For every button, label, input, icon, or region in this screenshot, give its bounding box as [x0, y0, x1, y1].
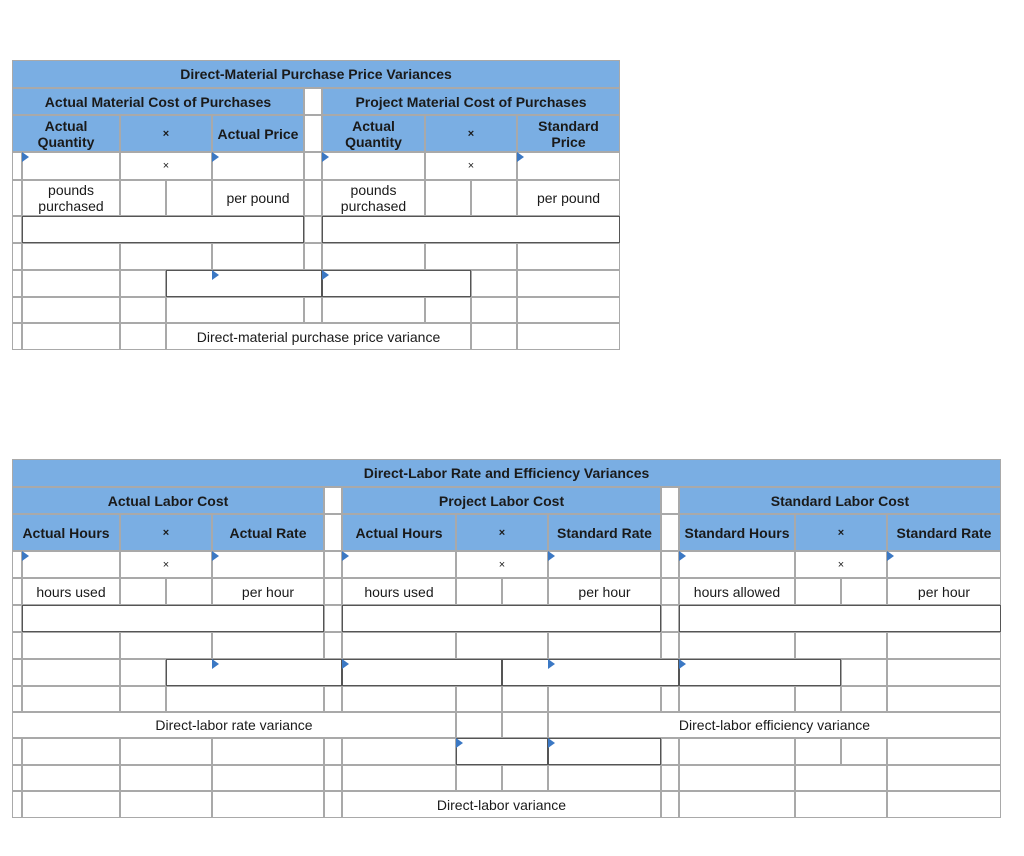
efficiency-variance-input[interactable]	[502, 659, 679, 686]
labor-middle-header: Project Labor Cost	[342, 487, 661, 514]
per-hour-label-2: per hour	[548, 578, 661, 605]
blank-cell	[841, 578, 887, 605]
blank-cell	[120, 791, 212, 818]
material-gap-col	[304, 115, 322, 152]
blank-cell	[22, 323, 120, 350]
dropdown-indicator-icon	[322, 270, 329, 280]
col-standard-hours: Standard Hours	[679, 514, 795, 551]
total-labor-variance-label: Direct-labor variance	[342, 791, 661, 818]
blank-cell	[120, 297, 166, 323]
blank-cell	[679, 765, 795, 791]
blank-cell	[517, 323, 620, 350]
dropdown-indicator-icon	[548, 659, 555, 669]
row-gutter	[12, 216, 22, 243]
blank-cell	[22, 738, 120, 765]
actual-cost-total-input[interactable]	[22, 216, 304, 243]
times-sign-2: ×	[456, 551, 548, 578]
times-header-3: ×	[795, 514, 887, 551]
dropdown-indicator-icon	[322, 152, 329, 162]
col-standard-price: Standard Price	[517, 115, 620, 152]
blank-cell	[120, 323, 166, 350]
blank-cell	[471, 323, 517, 350]
blank-cell	[517, 297, 620, 323]
blank-cell	[456, 578, 502, 605]
dropdown-indicator-icon	[548, 738, 555, 748]
project-cost-total-input[interactable]	[322, 216, 620, 243]
dropdown-indicator-icon	[342, 659, 349, 669]
standard-price-input[interactable]	[517, 152, 620, 180]
gap-cell	[324, 686, 342, 712]
gap-cell	[661, 632, 679, 659]
row-gutter	[12, 152, 22, 180]
dropdown-indicator-icon	[212, 659, 219, 669]
dropdown-indicator-icon	[212, 270, 219, 280]
efficiency-variance-type-select[interactable]	[679, 659, 841, 686]
gap-cell	[661, 686, 679, 712]
blank-cell	[795, 686, 841, 712]
gap-cell	[661, 791, 679, 818]
dropdown-indicator-icon	[212, 551, 219, 561]
blank-cell	[679, 632, 795, 659]
rate-variance-input[interactable]	[166, 659, 342, 686]
blank-cell	[342, 632, 456, 659]
blank-cell	[456, 686, 502, 712]
col-actual-quantity: Actual Quantity	[12, 115, 120, 152]
standard-labor-cost-total-input[interactable]	[679, 605, 1001, 632]
col-standard-rate: Standard Rate	[548, 514, 661, 551]
hours-allowed-label: hours allowed	[679, 578, 795, 605]
blank-cell	[212, 243, 304, 270]
blank-cell	[120, 578, 166, 605]
rate-variance-label: Direct-labor rate variance	[12, 712, 456, 738]
material-variance-table	[12, 60, 620, 350]
gap-cell	[304, 152, 322, 180]
blank-cell	[795, 738, 841, 765]
row-gutter	[12, 551, 22, 578]
row-gutter	[12, 659, 22, 686]
row-gutter	[12, 243, 22, 270]
standard-hours-input[interactable]	[679, 551, 795, 578]
blank-cell	[548, 765, 661, 791]
gap-cell	[661, 578, 679, 605]
gap-cell	[304, 216, 322, 243]
gap-cell	[661, 765, 679, 791]
blank-cell	[502, 765, 548, 791]
total-labor-variance-type-select[interactable]	[548, 738, 661, 765]
blank-cell	[166, 180, 212, 216]
labor-left-header: Actual Labor Cost	[12, 487, 324, 514]
row-gutter	[12, 180, 22, 216]
blank-cell	[425, 180, 471, 216]
blank-cell	[795, 791, 887, 818]
total-labor-variance-input[interactable]	[456, 738, 548, 765]
dropdown-indicator-icon	[548, 551, 555, 561]
pounds-purchased-label-2: pounds purchased	[322, 180, 425, 216]
gap-cell	[304, 243, 322, 270]
times-header-2: ×	[456, 514, 548, 551]
col-actual-price: Actual Price	[212, 115, 304, 152]
row-gutter	[12, 686, 22, 712]
material-gap-header	[304, 88, 322, 115]
blank-cell	[342, 738, 456, 765]
actual-rate-input[interactable]	[212, 551, 324, 578]
dropdown-indicator-icon	[679, 551, 686, 561]
blank-cell	[887, 686, 1001, 712]
blank-cell	[212, 632, 324, 659]
efficiency-variance-label: Direct-labor efficiency variance	[548, 712, 1001, 738]
dropdown-indicator-icon	[517, 152, 524, 162]
blank-cell	[120, 243, 212, 270]
material-left-header: Actual Material Cost of Purchases	[12, 88, 304, 115]
blank-cell	[22, 686, 120, 712]
blank-cell	[22, 659, 120, 686]
project-labor-cost-total-input[interactable]	[342, 605, 661, 632]
dropdown-indicator-icon	[22, 551, 29, 561]
gap-cell	[304, 180, 322, 216]
blank-cell	[212, 738, 324, 765]
labor-gap-col	[324, 514, 342, 551]
blank-cell	[22, 297, 120, 323]
blank-cell	[22, 632, 120, 659]
actual-hours-input[interactable]	[22, 551, 120, 578]
blank-cell	[120, 270, 166, 297]
col-actual-hours: Actual Hours	[12, 514, 120, 551]
gap-cell	[304, 297, 322, 323]
blank-cell	[887, 632, 1001, 659]
pounds-purchased-label: pounds purchased	[22, 180, 120, 216]
hours-used-label: hours used	[22, 578, 120, 605]
labor-gap-col	[661, 514, 679, 551]
times-sign-3: ×	[795, 551, 887, 578]
actual-price-input[interactable]	[212, 152, 304, 180]
actual-quantity-input[interactable]	[22, 152, 120, 180]
labor-gap-header	[661, 487, 679, 514]
row-gutter	[12, 632, 22, 659]
blank-cell	[120, 659, 166, 686]
labor-gap-header	[324, 487, 342, 514]
col-actual-hours-2: Actual Hours	[342, 514, 456, 551]
blank-cell	[795, 578, 841, 605]
blank-cell	[166, 297, 304, 323]
blank-cell	[887, 738, 1001, 765]
blank-cell	[342, 765, 456, 791]
gap-cell	[324, 791, 342, 818]
blank-cell	[456, 765, 502, 791]
blank-cell	[471, 270, 517, 297]
blank-cell	[166, 578, 212, 605]
rate-variance-type-select[interactable]	[342, 659, 502, 686]
labor-right-header: Standard Labor Cost	[679, 487, 1001, 514]
blank-cell	[841, 659, 887, 686]
row-gutter	[12, 270, 22, 297]
gap-cell	[324, 765, 342, 791]
gap-cell	[324, 551, 342, 578]
blank-cell	[22, 765, 120, 791]
per-pound-label: per pound	[212, 180, 304, 216]
blank-cell	[841, 738, 887, 765]
blank-cell	[22, 791, 120, 818]
blank-cell	[342, 686, 456, 712]
blank-cell	[679, 686, 795, 712]
blank-cell	[517, 270, 620, 297]
labor-title: Direct-Labor Rate and Efficiency Variances	[12, 459, 1001, 487]
blank-cell	[841, 686, 887, 712]
blank-cell	[471, 297, 517, 323]
dropdown-indicator-icon	[456, 738, 463, 748]
hours-used-label-2: hours used	[342, 578, 456, 605]
gap-cell	[324, 578, 342, 605]
blank-cell	[679, 738, 795, 765]
dropdown-indicator-icon	[679, 659, 686, 669]
blank-cell	[502, 686, 548, 712]
gap-cell	[324, 738, 342, 765]
material-title: Direct-Material Purchase Price Variances	[12, 60, 620, 88]
blank-cell	[22, 243, 120, 270]
blank-cell	[120, 765, 212, 791]
gap-cell	[661, 605, 679, 632]
blank-cell	[679, 791, 795, 818]
blank-cell	[212, 765, 324, 791]
gap-cell	[661, 551, 679, 578]
dropdown-indicator-icon	[342, 551, 349, 561]
actual-quantity-input-2[interactable]	[322, 152, 425, 180]
row-gutter	[12, 297, 22, 323]
gap-cell	[324, 632, 342, 659]
times-sign-2: ×	[425, 152, 517, 180]
material-variance-type-select[interactable]	[322, 270, 471, 297]
dropdown-indicator-icon	[22, 152, 29, 162]
blank-cell	[456, 712, 502, 738]
blank-cell	[548, 632, 661, 659]
col-standard-rate-2: Standard Rate	[887, 514, 1001, 551]
blank-cell	[120, 632, 212, 659]
row-gutter	[12, 765, 22, 791]
times-header-2: ×	[425, 115, 517, 152]
times-sign: ×	[120, 551, 212, 578]
per-hour-label: per hour	[212, 578, 324, 605]
blank-cell	[502, 578, 548, 605]
actual-labor-cost-total-input[interactable]	[22, 605, 324, 632]
blank-cell	[322, 243, 425, 270]
blank-cell	[471, 180, 517, 216]
per-hour-label-3: per hour	[887, 578, 1001, 605]
material-variance-label: Direct-material purchase price variance	[166, 323, 471, 350]
blank-cell	[166, 686, 324, 712]
dropdown-indicator-icon	[887, 551, 894, 561]
blank-cell	[322, 297, 425, 323]
labor-variance-table	[12, 459, 1001, 818]
gap-cell	[661, 738, 679, 765]
times-header: ×	[120, 514, 212, 551]
blank-cell	[456, 632, 548, 659]
col-actual-rate: Actual Rate	[212, 514, 324, 551]
col-actual-quantity-2: Actual Quantity	[322, 115, 425, 152]
blank-cell	[887, 765, 1001, 791]
standard-rate-input-2[interactable]	[887, 551, 1001, 578]
blank-cell	[795, 632, 887, 659]
blank-cell	[548, 686, 661, 712]
times-sign: ×	[120, 152, 212, 180]
blank-cell	[212, 791, 324, 818]
row-gutter	[12, 578, 22, 605]
blank-cell	[502, 712, 548, 738]
row-gutter	[12, 605, 22, 632]
row-gutter	[12, 791, 22, 818]
per-pound-label-2: per pound	[517, 180, 620, 216]
blank-cell	[887, 659, 1001, 686]
blank-cell	[517, 243, 620, 270]
material-variance-input[interactable]	[166, 270, 322, 297]
dropdown-indicator-icon	[212, 152, 219, 162]
blank-cell	[120, 180, 166, 216]
blank-cell	[22, 270, 120, 297]
blank-cell	[795, 765, 887, 791]
standard-rate-input[interactable]	[548, 551, 661, 578]
blank-cell	[887, 791, 1001, 818]
blank-cell	[425, 297, 471, 323]
blank-cell	[425, 243, 517, 270]
gap-cell	[324, 605, 342, 632]
blank-cell	[120, 738, 212, 765]
material-right-header: Project Material Cost of Purchases	[322, 88, 620, 115]
row-gutter	[12, 323, 22, 350]
times-header: ×	[120, 115, 212, 152]
blank-cell	[120, 686, 166, 712]
actual-hours-input-2[interactable]	[342, 551, 456, 578]
row-gutter	[12, 738, 22, 765]
